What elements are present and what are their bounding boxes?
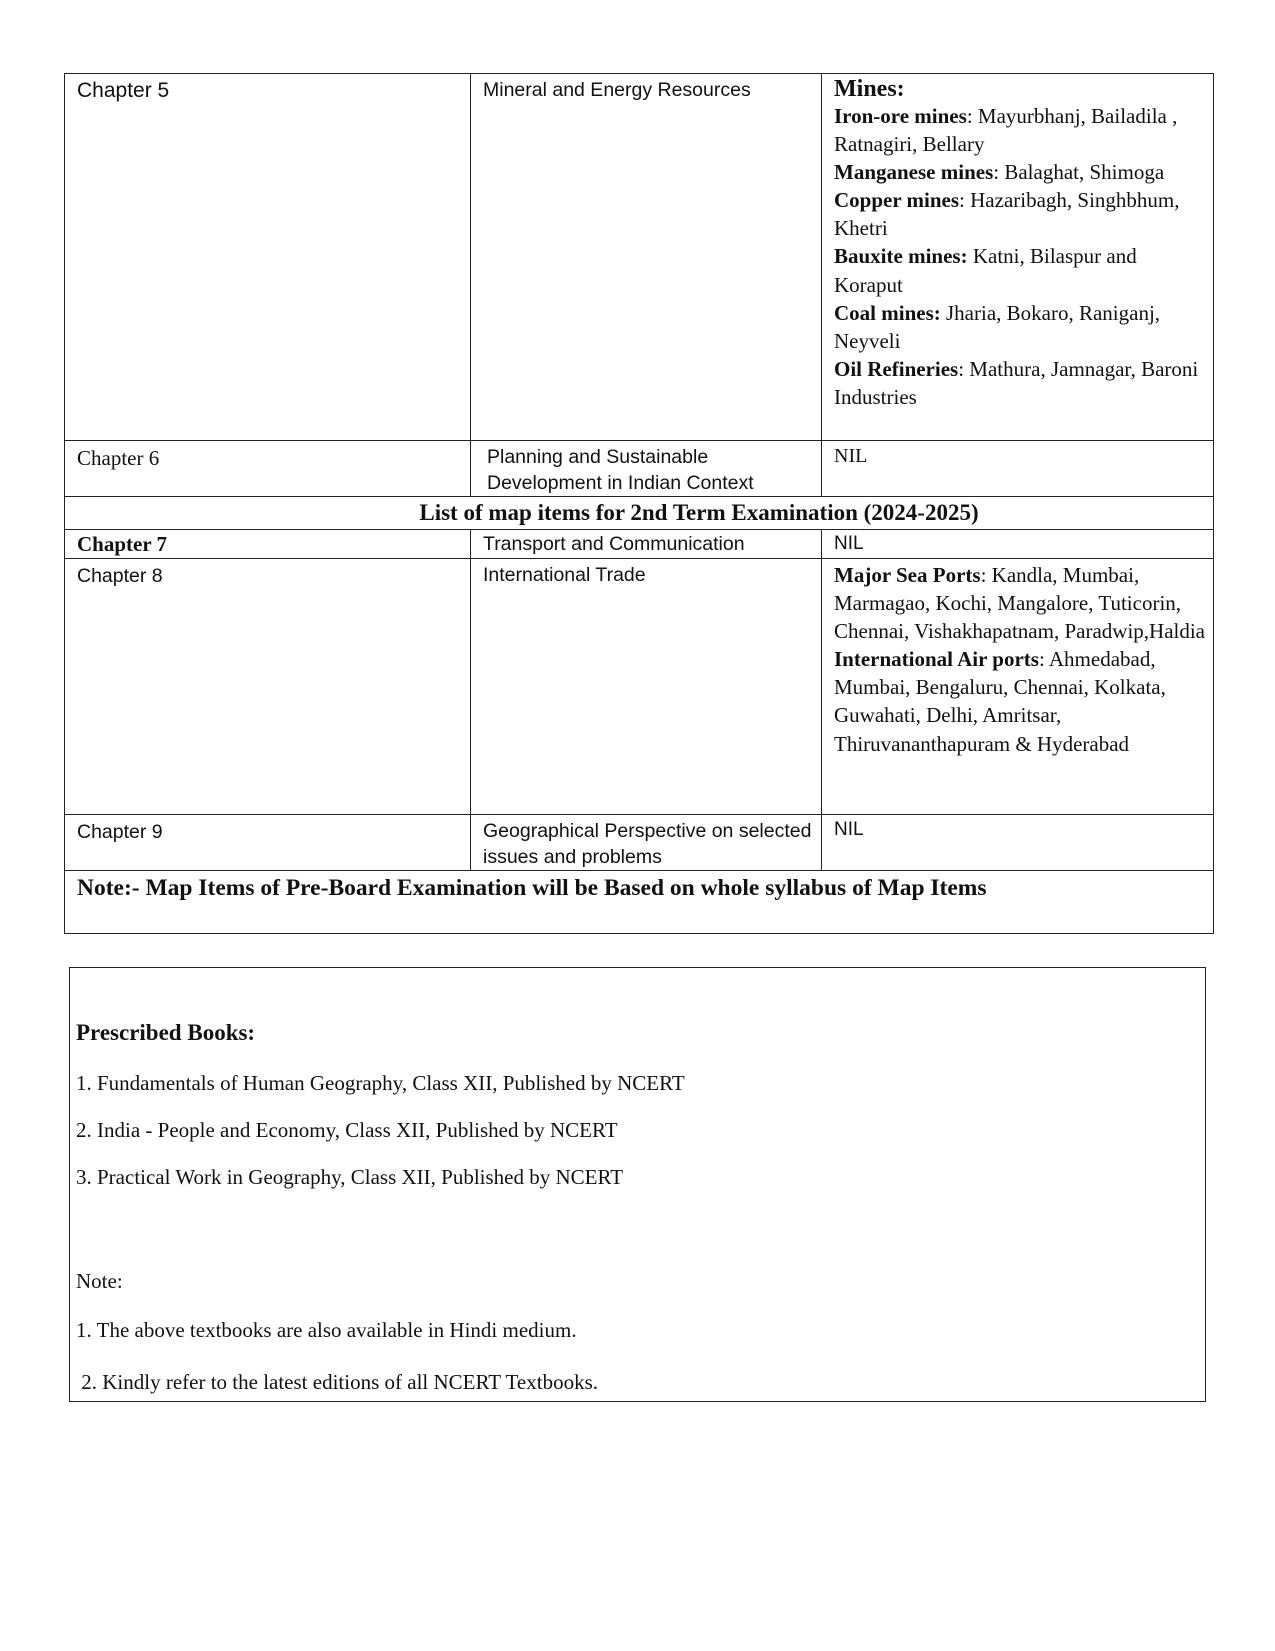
list-item: Copper mines: Hazaribagh, Singhbhum, Khetri <box>834 188 1180 241</box>
map-items-table <box>64 73 1214 934</box>
list-item: Coal mines: Jharia, Bokaro, Raniganj, Neyveli <box>834 300 1161 353</box>
list-item: Manganese mines: Balaghat, Shimoga <box>834 160 1165 185</box>
chapter-topic: Planning and Sustainable Development in Indian Context <box>487 446 754 494</box>
prescribed-books-title: Prescribed Books: <box>76 1020 256 1045</box>
chapter-topic: Mineral and Energy Resources <box>483 79 751 101</box>
table-row <box>65 815 1214 871</box>
second-term-heading: List of map items for 2nd Term Examination (2024-2025) <box>419 500 979 525</box>
table-row <box>65 497 1214 530</box>
note-item: 2. Kindly refer to the latest editions of all NCERT Textbooks. <box>76 1370 598 1394</box>
table-row <box>65 530 1214 559</box>
chapter-label: Chapter 7 <box>77 532 168 556</box>
table-row <box>65 74 1214 441</box>
map-items-nil: NIL <box>834 819 864 840</box>
map-items-cell <box>822 74 1213 411</box>
chapter-label: Chapter 5 <box>77 79 170 102</box>
note-item: 1. The above textbooks are also available in Hindi medium. <box>76 1318 577 1342</box>
list-item: Bauxite mines: Katni, Bilaspur and Koraput <box>834 244 1137 297</box>
chapter-label: Chapter 6 <box>77 446 160 470</box>
book-item: 1. Fundamentals of Human Geography, Class XII, Published by NCERT <box>76 1071 685 1095</box>
book-item: 3. Practical Work in Geography, Class XII, Published by NCERT <box>76 1165 624 1189</box>
list-item: International Air ports: Ahmedabad, Mumbai, Bengaluru, Chennai, Kolkata, Guwahati, Delhi, Amritsar, Thiruvananthapuram & Hyderabad <box>834 647 1166 756</box>
table-row <box>65 559 1214 815</box>
map-items-nil: NIL <box>834 445 868 467</box>
prescribed-books-box <box>69 967 1206 1402</box>
book-item: 2. India - People and Economy, Class XII, Published by NCERT <box>76 1118 618 1142</box>
chapter-label: Chapter 9 <box>77 821 163 843</box>
note-label: Note: <box>76 1269 123 1293</box>
chapter-topic: International Trade <box>483 564 646 586</box>
chapter-topic: Geographical Perspective on selected issues and problems <box>483 820 812 868</box>
pre-board-note: Note:- Map Items of Pre-Board Examination will be Based on whole syllabus of Map Items <box>77 875 987 901</box>
list-item: Iron-ore mines: Mayurbhanj, Bailadila , Ratnagiri, Bellary <box>834 104 1178 157</box>
chapter-label: Chapter 8 <box>77 565 163 587</box>
list-item: Oil Refineries: Mathura, Jamnagar, Baroni Industries <box>834 356 1199 409</box>
table-row <box>65 441 1214 497</box>
mines-heading: Mines: <box>834 76 905 102</box>
list-item: Major Sea Ports: Kandla, Mumbai, Marmagao, Kochi, Mangalore, Tuticorin, Chennai, Vishakhapatnam, Paradwip,Haldia <box>834 563 1206 644</box>
chapter-topic: Transport and Communication <box>483 533 745 555</box>
map-items-cell <box>822 559 1213 758</box>
map-items-nil: NIL <box>834 533 864 554</box>
table-row <box>65 871 1214 934</box>
